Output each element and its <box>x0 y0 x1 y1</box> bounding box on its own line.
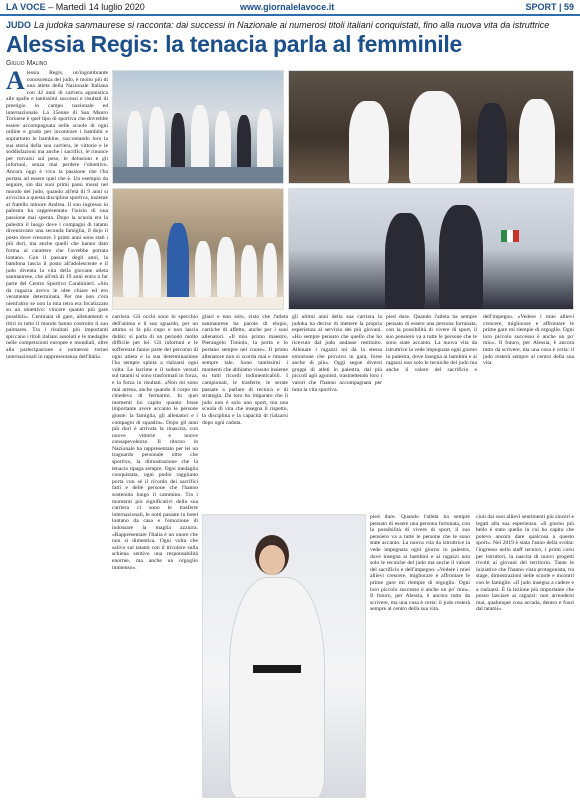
masthead <box>0 0 580 16</box>
paper-name: LA VOCE <box>6 2 46 12</box>
article-column-4 <box>292 314 382 510</box>
photo-with-children <box>112 188 284 310</box>
masthead-paper <box>6 2 145 12</box>
byline: Giulio Malino <box>6 60 48 67</box>
article-column-6 <box>476 514 574 798</box>
column-3-text: gliari e non solo, visto che l'atleta sanmaurese ha parole di elogio, carriche di affetto, anche per i suoi allenatori. «Il mio primo maestro, Pierangelo Toniolo, la porta e lo portano sempre nel cuore». Il primo allenatore non si scorda mai e rimane sempre tale. Sono tantissimi i momenti che abbiamo vissuto insieme su tutti ricordi indimenticabili. I campionati, le trasferte, le serate passate a parlare di tecnica e di strategia. Da loro ho imparato che il judo non è solo uno sport, ma una scuola di vita che insegna il rispetto, la disciplina e la capacità di rialzarsi dopo ogni caduta. <box>202 314 288 426</box>
article-column-3 <box>202 314 288 510</box>
page-title: Alessia Regis: la tenacia parla al femminile <box>6 31 462 57</box>
article-column-1 <box>6 70 108 798</box>
article-column-2 <box>112 314 198 798</box>
article-column-continuation <box>386 314 574 510</box>
masthead-date: – Martedì 14 luglio 2020 <box>48 2 145 12</box>
article-column-5 <box>370 514 470 798</box>
photo-portrait-judogi <box>202 514 366 798</box>
column-5-text: pied dure. Quando l'atleta ha sempre pensato di essere una persona fortunata, con la possibilità di vivere di sport, il suo pensiero va a tutte le persone che le sono state accanto. La nuova vita da istruttrice la vede impegnata ogni giorno in palestra, dove insegna ai bambini e ai ragazzi non solo le tecniche del judo ma anche il valore del sacrificio e dell'impegno. «Vedere i miei allievi crescere, migliorare e affrontare le prime gare mi riempie di orgoglio. Ogni loro piccolo successo è anche un po' mio». Il futuro, per Alessia, è ancora tutto da scrivere, ma una cosa è certa: il judo resterà sempre al centro della sua vita. <box>370 514 470 613</box>
section-name: SPORT <box>525 2 557 12</box>
page-number: 59 <box>563 2 574 12</box>
column-6-text: ciuti dai suoi allievi sentimenti più sinceri e legati alla sua esperienza. «Il giorno più bello è stato quello in cui ho capito che potevo ancora dare qualcosa a questo sport». Nel 2019 è stata l'anno della svolta: l'ingresso nello staff tecnico, i primi corsi per istruttori, la nascita di nuovi progetti rivolti ai giovani del territorio. Tante le iniziative che l'hanno vista protagonista, tra stage, dimostrazioni nelle scuole e incontri con le famiglie. «Il judo insegna a cadere e a rialzarsi. È la lezione più importante che posso lasciare ai ragazzi: non arrendersi mai, qualunque cosa accada, dentro e fuori dal tatami». <box>476 514 574 613</box>
photo-with-coach <box>288 70 574 184</box>
kicker-text: La judoka sanmaurese si racconta: dai successi in Nazionale ai numerosi titoli italiani conquistati, fino alla nuova vita da istruttrice <box>34 20 550 30</box>
column-1-text: lessia Regis, un'ingombrante conoscenza del judo, è molto più di una atleta della Nazionale Italiana con 42 anni di carriera agonistica alle spalle e tantissimi successi e risultati di prestigio in campo nazionale ed internazionale. La 35enne di San Mauro Torinese è quel tipo di sportiva che dovrebbe essere accompagnata nelle scuole di ogni ordine e grado per incontrare i bambini e soprattutto le bambine, raccontando loro la sua storia della sua carriera, le vittorie e le soddisfazioni ma anche i sacrifici, le rinunce per trovarsi sul peso, le delusioni e gli infortuni, senza mai perdere l'obiettivo. Ancora oggi è viva la passione che l'ha portata ad essere quel che è. Un esempio da seguire, sin dai suoi primi passi mossi nel mondo del judo, quando all'età di 9 anni si avvicina a questa disciplina sportiva, insieme al fratello minore Andrea. Il suo ingresso in palestra ha rappresentato l'inizio di una passione mai spenta. Dopo la scuola era la palestra il luogo dove i compagni di tatami diventavano una seconda famiglia, il dojo il posto dove crescere. I primi anni sono stati i più duri, ma anche quelli che hanno dato forma al carattere che l'avrebbe portata lontano. Con il passare degli anni, la bambina lascia il posto all'adolescente e il judo diventa la vita della giovane atleta sanmaurese, che all'età di 19 anni entra a far parte del Centro Sportivo Carabinieri. «Sin da ragazza avevo le idee chiare ed ero veramente determinata. Per me non c'era nient'altro se non la mia tetra era focalizzato su un obiettivo: vincere quanto più gare possibili». Centinaia di gare, allenamenti e ritiri in tutto il mondo hanno costruito il suo palmares. Tra i risultati più importanti spiccano i titoli italiani assoluti e le medaglie nelle competizioni europee e mondiali, oltre alla partecipazione a numerosi tornei internazionali in rappresentanza dell'Italia. <box>6 70 108 360</box>
kicker-tag: JUDO <box>6 20 32 30</box>
dropcap: A <box>6 70 25 95</box>
kicker <box>6 20 576 30</box>
italy-flag-icon <box>501 229 519 241</box>
masthead-site[interactable]: www.giornalelavoce.it <box>240 2 335 12</box>
column-2-text: carriera. Gli occhi sono lo specchio dell'anima e il suo sguardo, per un attimo si fa più cupo e non lascia dubbi: si parla di un periodo molto difficile per lei. Gli infortuni e le sofferenze fanno parte del percorso di ogni atleta e la sua determinazione l'ha sempre spinta a rialzarsi ogni volta. Le lacrime e il sudore versati sul tatami si sono trasformati in forza, e la forza in risultati. «Non mi sono mai arresa, anche quando il corpo mi chiedeva di fermarmi. In quei momenti ho capito quanto fosse importante avere accanto le persone giuste: la famiglia, gli allenatori e i compagni di squadra». Dopo gli anni più duri è arrivata la rinascita, con nuove vittorie e nuove consapevolezze. Il ritorno in Nazionale ha rappresentato per lei un traguardo personale oltre che sportivo, la dimostrazione che la tenacia ripaga sempre. Ogni medaglia conquistata, ogni podio raggiunto porta con sé il ricordo dei sacrifici fatti e delle persone che l'hanno sostenuta lungo il cammino. Tra i momenti più significativi della sua carriera ci sono le trasferte internazionali, le notti passate in hotel lontano da casa e l'emozione di indossare la maglia azzurra. «Rappresentare l'Italia è un onore che non si dimentica. Ogni volta che salivo sul tatami con il tricolore sulla schiena sentivo una responsabilità enorme, ma anche un orgoglio immenso». <box>112 314 198 571</box>
photo-in-uniform <box>288 188 574 310</box>
masthead-section: SPORT | 59 <box>525 2 574 12</box>
continuation-text: pied dure. Quando l'atleta ha sempre pensato di essere una persona fortunata, con la possibilità di vivere di sport, il suo pensiero va a tutte le persone che le sono state accanto. La nuova vita da istruttrice la vede impegnata ogni giorno in palestra, dove insegna ai bambini e ai ragazzi non solo le tecniche del judo ma anche il valore del sacrificio e dell'impegno. «Vedere i miei allievi crescere, migliorare e affrontare le prime gare mi riempie di orgoglio. Ogni loro piccolo successo è anche un po' mio». Il futuro, per Alessia, è ancora tutto da scrivere, ma una cosa è certa: il judo resterà sempre al centro della sua vita. <box>386 314 574 373</box>
column-4-text: gli ultimi anni della sua carriera la judoka ha deciso di mettere la propria esperienza al servizio dei più giovani. «Ho sempre pensato che quello che ho ricevuto dal judo andasse restituito. Allenare i ragazzi mi dà la stessa emozione che provavo in gara, forse anche di più». Oggi segue diversi gruppi di atleti in palestra, dai più piccoli agli agonisti, trasmettendo loro i valori che l'hanno accompagnata per tutta la vita sportiva. <box>292 314 382 393</box>
group-photo-training <box>112 70 284 184</box>
